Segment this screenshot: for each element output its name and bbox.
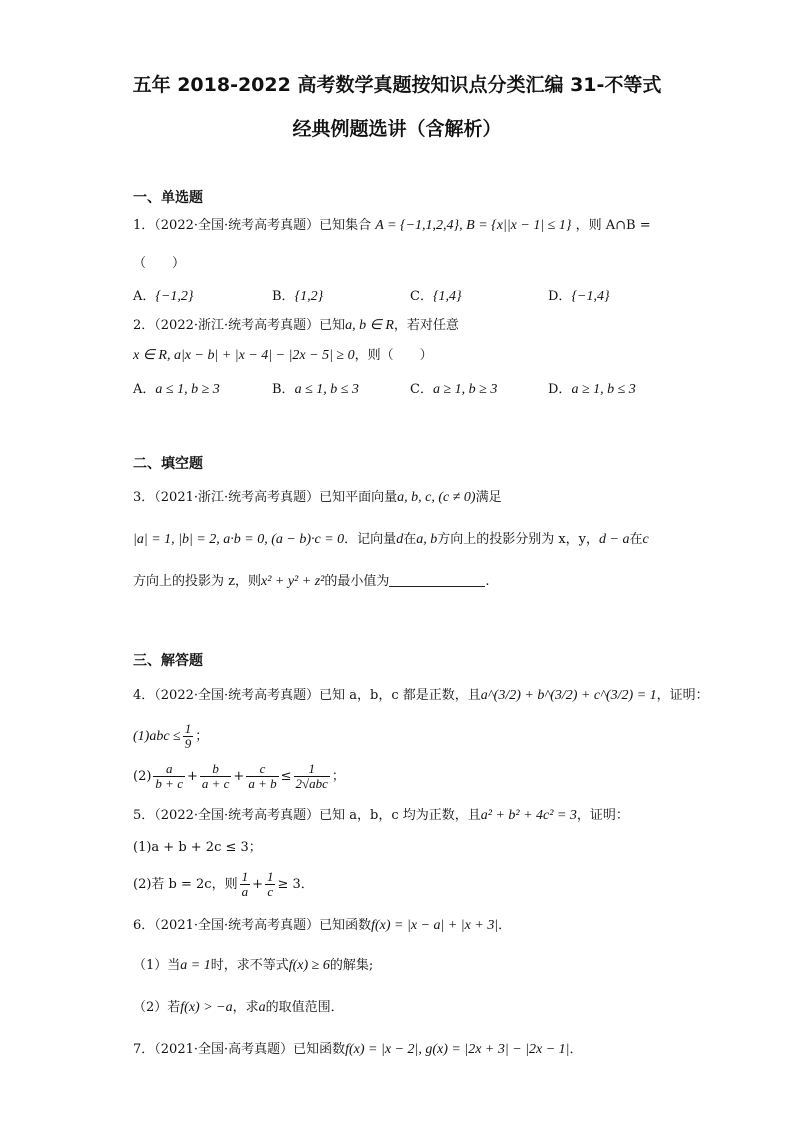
q1-option-b: B．{1,2} [272, 289, 324, 304]
section-heading-fill-in: 二、填空题 [133, 456, 203, 472]
q6-part-2: （2）若f(x) > −a，求a的取值范围． [133, 1000, 344, 1015]
q1-sets: A = {−1,1,2,4}, B = {x||x − 1| ≤ 1} [375, 218, 572, 233]
q6-part-1: （1）当a = 1时，求不等式f(x) ≥ 6的解集; [133, 958, 374, 973]
q4-part-1: (1)abc ≤ $\frac{1}{9}$ ； [133, 721, 209, 751]
q5-part-2: (2)若 b = 2c，则 $\frac{1}{a}$ + $\frac{1}{c}$ ≥ 3． [133, 869, 314, 899]
q1-stem: 1．（2022·全国·统考高考真题）已知集合 [133, 218, 372, 233]
question-7: 7．（2021·全国·高考真题）已知函数f(x) = |x − 2|, g(x) = |2x + 3| − |2x − 1|． [133, 1042, 583, 1057]
q3-line-2: |a| = 1, |b| = 2, a·b = 0, (a − b)·c = 0．记向量d在a, b方向上的投影分别为 x，y，d − a在c [133, 532, 649, 547]
q1-option-d: D．{−1,4} [548, 289, 610, 304]
question-5: 5．（2022·全国·统考高考真题）已知 a，b，c 均为正数，且a² + b² + 4c² = 3，证明： [133, 808, 629, 823]
question-1 [133, 216, 651, 236]
q1-option-a: A．{−1,2} [133, 289, 194, 304]
q5-part-1: (1)a + b + 2c ≤ 3； [133, 840, 262, 855]
q2-line-2: x ∈ R, a|x − b| + |x − 4| − |2x − 5| ≥ 0，则（ ） [133, 348, 433, 363]
section-heading-solutions: 三、解答题 [133, 653, 203, 669]
title-line-2: 经典例题选讲（含解析） [292, 118, 502, 140]
answer-blank[interactable] [389, 572, 485, 587]
q1-option-c: C．{1,4} [410, 289, 462, 304]
q2-option-d: D．a ≥ 1, b ≤ 3 [548, 382, 636, 397]
section-heading-single-choice: 一、单选题 [133, 190, 203, 206]
q3-line-3: 方向上的投影为 z，则x² + y² + z²的最小值为 . [133, 574, 490, 589]
q2-option-a: A．a ≤ 1, b ≥ 3 [133, 382, 220, 397]
q2-condition: a, b ∈ R [345, 318, 394, 333]
q1-tail: ，则 A∩B = [575, 218, 651, 233]
q2-option-c: C．a ≥ 1, b ≥ 3 [410, 382, 498, 397]
question-4: 4．（2022·全国·统考高考真题）已知 a，b，c 都是正数，且a^(3/2) + b^(3/2) + c^(3/2) = 1，证明： [133, 688, 709, 703]
q1-paren: （ ） [133, 256, 186, 271]
question-3: 3．（2021·浙江·统考高考真题）已知平面向量a, b, c, (c ≠ 0)满足 [133, 490, 502, 505]
question-2: 2．（2022·浙江·统考高考真题）已知a, b ∈ R，若对任意 [133, 318, 459, 333]
question-6: 6．（2021·全国·统考高考真题）已知函数f(x) = |x − a| + |x + 3|． [133, 918, 512, 933]
q2-option-b: B．a ≤ 1, b ≤ 3 [272, 382, 359, 397]
q4-part-2: (2) $\frac{a}{b + c}$ + $\frac{b}{a + c}$ + $\frac{c}{a + b}$ ≤ $\frac{1}{\text{2√abc}}$ ； [133, 761, 345, 791]
title-line-1: 五年 2018-2022 高考数学真题按知识点分类汇编 31-不等式 [132, 74, 662, 96]
